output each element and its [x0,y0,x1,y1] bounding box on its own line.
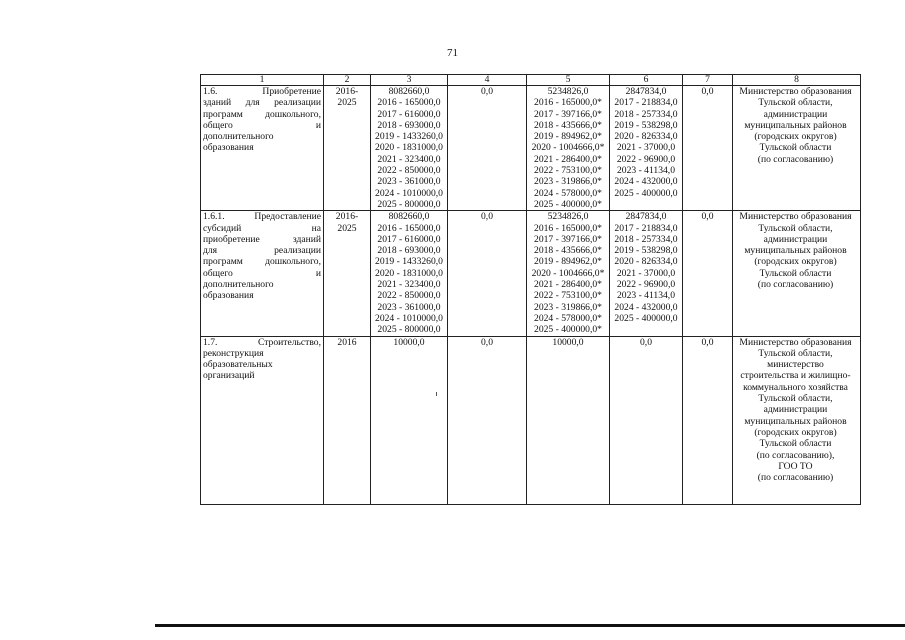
cell-line: 2017 - 397166,0* [534,108,602,120]
cell-line: 2023 - 361000,0 [377,301,441,313]
cell-line: зданий для реализации [203,97,321,109]
header-cell: 1 [201,75,324,86]
cell-line: 2019 - 894962,0* [534,256,602,268]
regional-budget-cell [527,336,610,504]
cell-line: 0,0 [481,336,493,348]
cell-line: для реализации [203,245,321,257]
cell-line: 10000,0 [393,336,425,348]
cell-line: 2025 - 400000,0 [614,187,678,199]
cell-line: Тульской области, [758,347,833,359]
cell-line: 2019 - 1433260,0 [375,256,443,268]
cell-line: дополнительного [203,279,274,291]
executor-cell [733,86,861,211]
page-number: 71 [447,47,458,59]
cell-line: Министерство образования [739,336,852,348]
cell-line: Тульской области, [758,97,833,109]
cell-line: 2021 - 286400,0* [534,153,602,165]
cell-line: 2016 [337,336,357,348]
table-row [201,336,861,504]
cell-line: 2025 [337,222,357,234]
cell-line: 2018 - 693000,0 [377,119,441,131]
cell-line: 2025 - 800000,0 [377,324,441,336]
cell-line: 2025 - 800000,0 [377,198,441,210]
cell-line: (по согласованию) [757,279,834,291]
cell-line: 2025 - 400000,0* [534,324,602,336]
cell-line: строительства и жилищно- [740,370,851,382]
cell-line: 2020 - 1004666,0* [531,267,605,279]
measure-name-cell [201,86,324,211]
cell-line: Тульской области, [758,393,833,405]
cell-line: программ дошкольного, [203,108,321,120]
cell-line: 2021 - 37000,0 [616,267,676,279]
cell-line: 2016 - 165000,0 [377,222,441,234]
cell-line: 2016 - 165000,0 [377,97,441,109]
cell-line: 2017 - 218834,0 [614,222,678,234]
cell-line: администрации [763,404,828,416]
cell-line: 2024 - 1010000,0 [375,187,443,199]
bottom-rule [155,624,905,627]
cell-line: Тульской области [759,438,832,450]
cell-line: 2020 - 1831000,0 [375,142,443,154]
cell-line: Тульской области [759,142,832,154]
cell-line: 2016 - 165000,0* [534,97,602,109]
total-amount-cell [371,86,448,211]
cell-line: 2019 - 894962,0* [534,131,602,143]
header-cell: 7 [683,75,733,86]
period-cell [324,211,371,336]
federal-budget-cell [448,211,527,336]
cell-line: Министерство образования [739,211,852,223]
cell-line: Министерство образования [739,86,852,97]
cell-line: 2017 - 397166,0* [534,233,602,245]
header-cell: 5 [527,75,610,86]
cell-line: 2018 - 693000,0 [377,245,441,257]
federal-budget-cell [448,86,527,211]
extra-budget-cell [683,336,733,504]
cell-line: (по согласованию) [757,472,834,484]
cell-line: (по согласованию) [757,153,834,165]
cell-line: 0,0 [481,86,493,97]
table-row [201,86,861,211]
cell-line: 2022 - 753100,0* [534,290,602,302]
measure-name-cell [201,336,324,504]
cell-line: 2017 - 616000,0 [377,108,441,120]
cell-line: 2025 [337,97,357,109]
cell-line: 8082660,0 [388,211,430,223]
cell-line: 5234826,0 [547,86,589,97]
scan-artifact [436,392,437,396]
header-cell: 8 [733,75,861,86]
header-cell: 3 [371,75,448,86]
cell-line: приобретение зданий [203,233,321,245]
cell-line: 8082660,0 [388,86,430,97]
local-budget-cell [610,86,683,211]
cell-line: дополнительного [203,131,274,143]
cell-line: 2021 - 286400,0* [534,279,602,291]
cell-line: 2021 - 37000,0 [616,142,676,154]
cell-line: коммунального хозяйства [743,381,848,393]
cell-line: муниципальных районов [744,415,847,427]
cell-line: 2024 - 578000,0* [534,187,602,199]
cell-line: организаций [203,370,255,382]
cell-line: 2847834,0 [625,86,667,97]
cell-line: 2020 - 826334,0 [614,256,678,268]
cell-line: программ дошкольного, [203,256,321,268]
cell-line: 1.6. Приобретение [203,86,321,97]
cell-line: 2024 - 432000,0 [614,301,678,313]
cell-line: субсидий на [203,222,321,234]
cell-line: 2022 - 96900,0 [616,153,676,165]
cell-line: Тульской области [759,267,832,279]
cell-line: общего и [203,119,321,131]
cell-line: реконструкция [203,347,264,359]
cell-line: 0,0 [701,336,714,348]
cell-line: образовательных [203,359,273,371]
header-cell: 4 [448,75,527,86]
cell-line: 2023 - 41134,0 [616,165,675,177]
cell-line: 2018 - 435666,0* [534,245,602,257]
cell-line: муниципальных районов [744,119,847,131]
cell-line: общего и [203,267,321,279]
cell-line: 2020 - 1831000,0 [375,267,443,279]
cell-line: 0,0 [701,211,714,223]
total-amount-cell [371,336,448,504]
measure-name-cell [201,211,324,336]
cell-line: 10000,0 [552,336,584,348]
cell-line: 2019 - 538298,0 [614,119,678,131]
cell-line: (городских округов) [754,131,837,143]
cell-line: 2019 - 1433260,0 [375,131,443,143]
cell-line: образования [203,290,254,302]
cell-line: администрации [763,108,828,120]
regional-budget-cell [527,86,610,211]
cell-line: 1.6.1. Предоставление [203,211,321,223]
cell-line: 0,0 [481,211,493,223]
cell-line: 2022 - 753100,0* [534,165,602,177]
cell-line: 2025 - 400000,0 [614,312,678,324]
cell-line: 2025 - 400000,0* [534,198,602,210]
cell-line: Тульской области, [758,222,833,234]
period-cell [324,336,371,504]
cell-line: образования [203,142,254,154]
cell-line: 2017 - 218834,0 [614,97,678,109]
cell-line: 2021 - 323400,0 [377,279,441,291]
cell-line: (городских округов) [754,426,837,438]
header-cell: 6 [610,75,683,86]
cell-line: (городских округов) [754,256,837,268]
period-cell [324,86,371,211]
cell-line: 2018 - 435666,0* [534,119,602,131]
cell-line: 2024 - 578000,0* [534,312,602,324]
cell-line: 2847834,0 [625,211,667,223]
cell-line: 1.7. Строительство, [203,336,321,348]
cell-line: 2016- [335,86,359,97]
cell-line: (по согласованию), [756,449,835,461]
header-cell: 2 [324,75,371,86]
cell-line: 2023 - 361000,0 [377,176,441,188]
header-row [201,75,861,86]
program-table [200,74,861,505]
cell-line: 2016- [335,211,359,223]
cell-line: 0,0 [701,86,714,97]
cell-line: 2024 - 432000,0 [614,176,678,188]
cell-line: муниципальных районов [744,245,847,257]
local-budget-cell [610,211,683,336]
cell-line: 2018 - 257334,0 [614,108,678,120]
cell-line: 2023 - 41134,0 [616,290,675,302]
federal-budget-cell [448,336,527,504]
cell-line: администрации [763,233,828,245]
cell-line: 2018 - 257334,0 [614,233,678,245]
total-amount-cell [371,211,448,336]
cell-line: 2020 - 826334,0 [614,131,678,143]
executor-cell [733,211,861,336]
cell-line: 0,0 [640,336,652,348]
cell-line: министерство [767,359,824,371]
cell-line: 2022 - 850000,0 [377,290,441,302]
cell-line: 2023 - 319866,0* [534,301,602,313]
cell-line: 2020 - 1004666,0* [531,142,605,154]
cell-line: 2022 - 96900,0 [616,279,676,291]
cell-line: 2017 - 616000,0 [377,233,441,245]
executor-cell [733,336,861,504]
regional-budget-cell [527,211,610,336]
cell-line: 5234826,0 [547,211,589,223]
cell-line: 2024 - 1010000,0 [375,312,443,324]
cell-line: ГОО ТО [778,460,813,472]
cell-line: 2023 - 319866,0* [534,176,602,188]
cell-line: 2022 - 850000,0 [377,165,441,177]
extra-budget-cell [683,86,733,211]
cell-line: 2019 - 538298,0 [614,245,678,257]
extra-budget-cell [683,211,733,336]
local-budget-cell [610,336,683,504]
cell-line: 2016 - 165000,0* [534,222,602,234]
cell-line: 2021 - 323400,0 [377,153,441,165]
table-row [201,211,861,336]
